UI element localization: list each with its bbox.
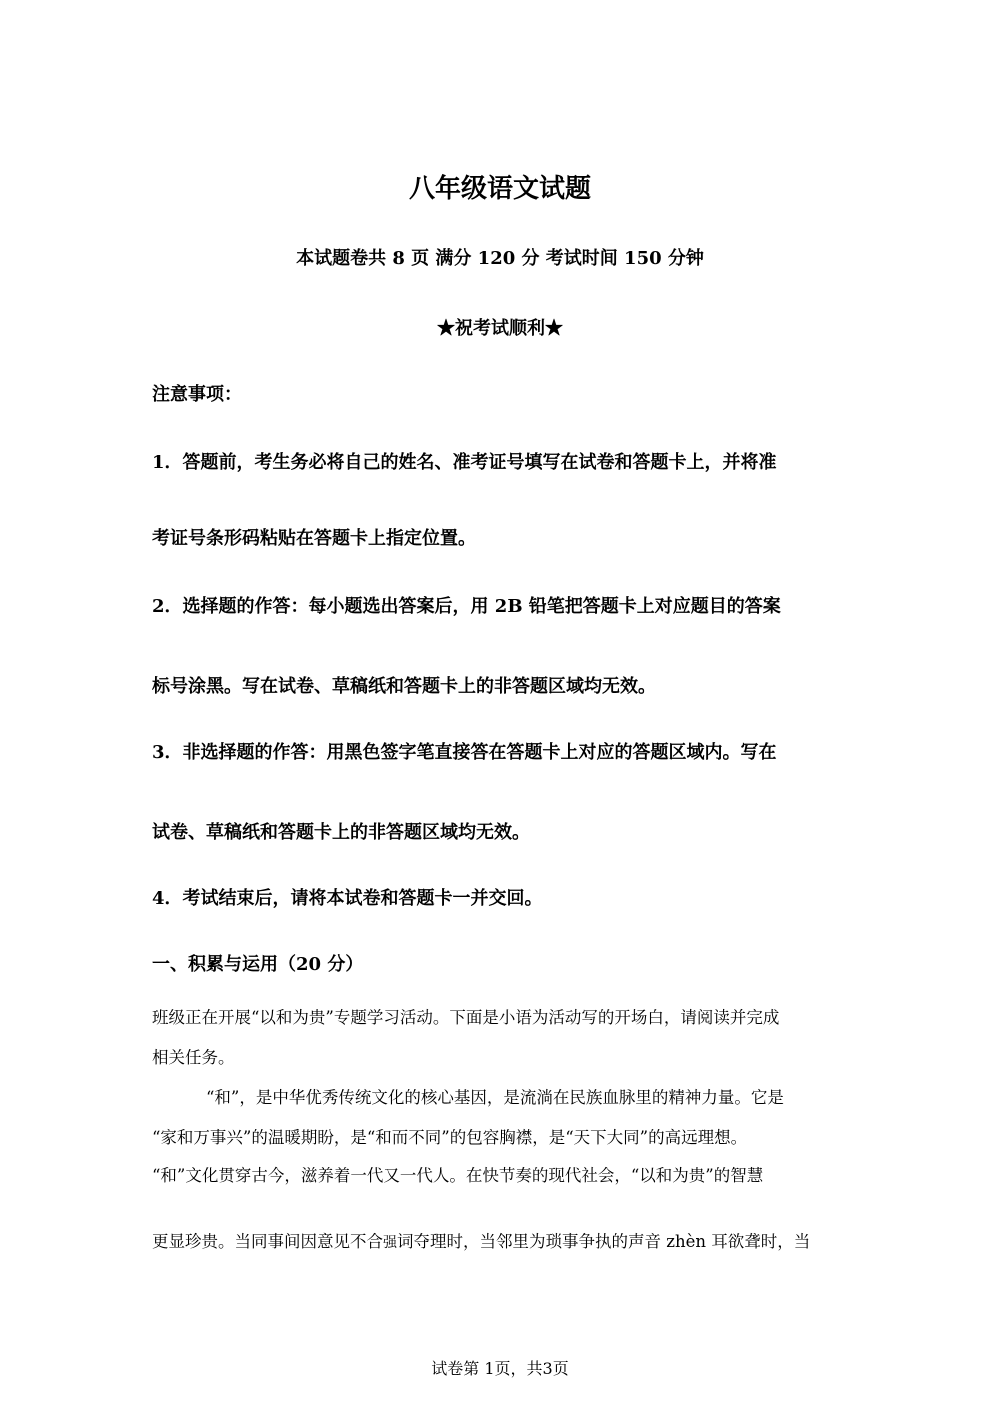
passage-line: “和”文化贯穿古今，滋养着一代又一代人。在快节奏的现代社会，“以和为贵”的智慧	[152, 1166, 764, 1185]
passage-text-small: 强	[383, 1235, 397, 1251]
section-intro-line: 相关任务。	[152, 1048, 235, 1067]
notice-line: 标号涂黑。写在试卷、草稿纸和答题卡上的非答题区域均无效。	[152, 676, 656, 697]
passage-line	[152, 1228, 810, 1252]
notice-line: 试卷、草稿纸和答题卡上的非答题区域均无效。	[152, 822, 530, 843]
notice-line: 2．选择题的作答：每小题选出答案后，用 2B 铅笔把答题卡上对应题目的答案	[152, 596, 781, 617]
passage-text: 词夺理时，当邻里为琐事争执的声音 zhèn 耳欲聋时，当	[397, 1232, 811, 1251]
passage-line: “家和万事兴”的温暖期盼，是“和而不同”的包容胸襟，是“天下大同”的高远理想。	[152, 1128, 748, 1147]
exam-info: 本试题卷共 8 页 满分 120 分 考试时间 150 分钟	[296, 248, 704, 269]
page-footer: 试卷第 1页，共3页	[431, 1359, 569, 1378]
notice-line: 1．答题前，考生务必将自己的姓名、准考证号填写在试卷和答题卡上，并将准	[152, 452, 777, 473]
passage-line: “和”，是中华优秀传统文化的核心基因，是流淌在民族血脉里的精神力量。它是	[206, 1088, 784, 1107]
passage-text: 更显珍贵。当同事间因意见不合	[152, 1232, 383, 1251]
section-intro-line: 班级正在开展“以和为贵”专题学习活动。下面是小语为活动写的开场白，请阅读并完成	[152, 1008, 780, 1027]
notice-heading: 注意事项：	[152, 384, 242, 405]
page-title: 八年级语文试题	[408, 174, 591, 204]
notice-line: 3．非选择题的作答：用黑色签字笔直接答在答题卡上对应的答题区域内。写在	[152, 742, 777, 763]
notice-line: 4．考试结束后，请将本试卷和答题卡一并交回。	[152, 888, 543, 909]
section-heading: 一、积累与运用（20 分）	[152, 954, 364, 975]
good-luck-text: ★祝考试顺利★	[437, 318, 563, 339]
notice-line: 考证号条形码粘贴在答题卡上指定位置。	[152, 528, 476, 549]
